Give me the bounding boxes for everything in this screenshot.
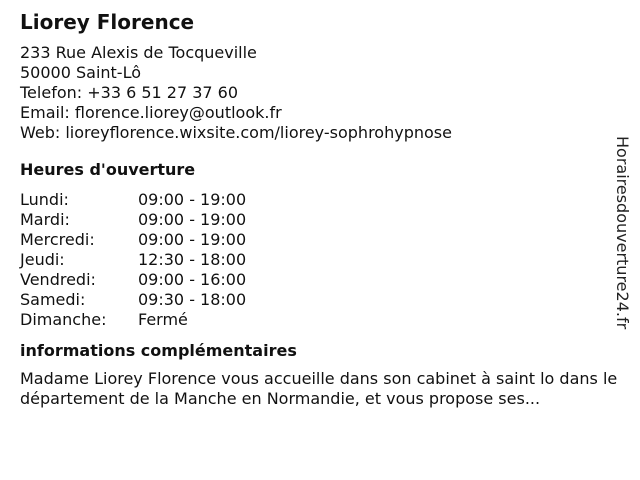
hours-row-vendredi — [20, 270, 610, 290]
business-name: Liorey Florence — [20, 10, 195, 34]
address-city: 50000 Saint-Lô — [20, 63, 141, 82]
hours-day: Mardi: — [20, 210, 70, 229]
hours-time: 09:00 - 19:00 — [138, 210, 247, 229]
address-street: 233 Rue Alexis de Tocqueville — [20, 43, 257, 62]
hours-heading: Heures d'ouverture — [20, 160, 196, 179]
hours-time: 09:00 - 19:00 — [138, 190, 247, 209]
hours-time: Fermé — [138, 310, 188, 329]
hours-time: 12:30 - 18:00 — [138, 250, 247, 269]
hours-day: Jeudi: — [20, 250, 65, 269]
hours-time: 09:00 - 19:00 — [138, 230, 247, 249]
hours-row-dimanche — [20, 310, 610, 330]
hours-row-jeudi — [20, 250, 610, 270]
site-watermark: Horairesdouverture24.fr — [613, 136, 632, 330]
hours-time: 09:00 - 16:00 — [138, 270, 247, 289]
phone-line[interactable]: Telefon: +33 6 51 27 37 60 — [20, 83, 239, 102]
hours-row-lundi — [20, 190, 610, 210]
hours-time: 09:30 - 18:00 — [138, 290, 247, 309]
info-heading: informations complémentaires — [20, 341, 297, 360]
hours-day: Mercredi: — [20, 230, 95, 249]
business-card — [20, 10, 618, 409]
hours-row-mardi — [20, 210, 610, 230]
hours-table — [20, 190, 610, 330]
email-line[interactable]: Email: florence.liorey@outlook.fr — [20, 103, 282, 122]
hours-day: Lundi: — [20, 190, 69, 209]
hours-row-mercredi — [20, 230, 610, 250]
info-description: Madame Liorey Florence vous accueille dans son cabinet à saint lo dans le département de la Manche en Normandie, et vous propose ses... — [20, 369, 618, 408]
hours-day: Vendredi: — [20, 270, 96, 289]
web-line[interactable]: Web: lioreyflorence.wixsite.com/liorey-sophrohypnose — [20, 123, 452, 142]
hours-day: Samedi: — [20, 290, 86, 309]
hours-day: Dimanche: — [20, 310, 107, 329]
hours-row-samedi — [20, 290, 610, 310]
